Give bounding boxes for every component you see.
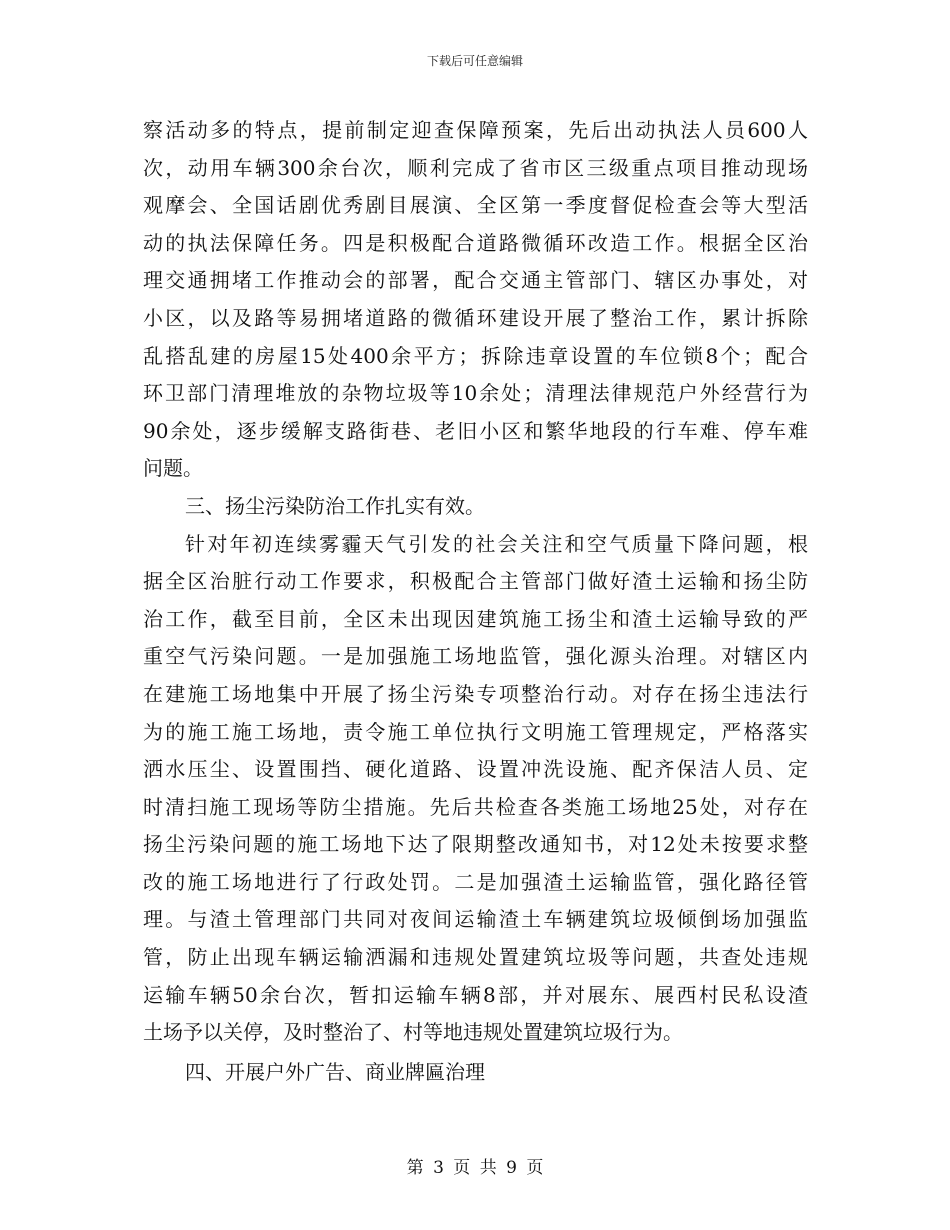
paragraph-line: 运输车辆50余台次，暂扣运输车辆8部，并对展东、展西村民私设渣 — [143, 982, 808, 1007]
paragraph-line: 问题。 — [143, 456, 203, 481]
document-body — [143, 112, 808, 1091]
paragraph-line: 观摩会、全国话剧优秀剧目展演、全区第一季度督促检查会等大型活 — [143, 193, 808, 218]
paragraph-line: 洒水压尘、设置围挡、硬化道路、设置冲洗设施、配齐保洁人员、定 — [143, 757, 808, 782]
section-heading: 三、扬尘污染防治工作扎实有效。 — [185, 493, 485, 518]
page-header: 下载后可任意编辑 — [426, 54, 523, 68]
paragraph-line: 针对年初连续雾霾天气引发的社会关注和空气质量下降问题，根 — [185, 531, 808, 556]
paragraph-line: 小区，以及路等易拥堵道路的微循环建设开展了整治工作，累计拆除 — [143, 305, 808, 330]
paragraph-line: 管，防止出现车辆运输洒漏和违规处置建筑垃圾等问题，共查处违规 — [143, 945, 808, 970]
paragraph-line: 时清扫施工现场等防尘措施。先后共检查各类施工场地25处，对存在 — [143, 794, 808, 819]
paragraph-line: 为的施工施工场地，责令施工单位执行文明施工管理规定，严格落实 — [143, 719, 808, 744]
paragraph-line: 理。与渣土管理部门共同对夜间运输渣土车辆建筑垃圾倾倒场加强监 — [143, 907, 808, 932]
paragraph-line: 90余处，逐步缓解支路街巷、老旧小区和繁华地段的行车难、停车难 — [143, 418, 808, 443]
section-heading: 四、开展户外广告、商业牌匾治理 — [185, 1059, 485, 1084]
paragraph-line: 扬尘污染问题的施工场地下达了限期整改通知书，对12处未按要求整 — [143, 832, 808, 857]
paragraph-line: 理交通拥堵工作推动会的部署，配合交通主管部门、辖区办事处，对 — [143, 268, 808, 293]
page-number-footer: 第 3 页 共 9 页 — [406, 1158, 544, 1178]
paragraph-line: 据全区治脏行动工作要求，积极配合主管部门做好渣土运输和扬尘防 — [143, 569, 808, 594]
paragraph-line: 治工作，截至目前，全区未出现因建筑施工扬尘和渣土运输导致的严 — [143, 606, 808, 631]
paragraph-line: 在建施工场地集中开展了扬尘污染专项整治行动。对存在扬尘违法行 — [143, 681, 808, 706]
paragraph-line: 土场予以关停，及时整治了、村等地违规处置建筑垃圾行为。 — [143, 1020, 683, 1045]
paragraph-line: 改的施工场地进行了行政处罚。二是加强渣土运输监管，强化路径管 — [143, 869, 808, 894]
paragraph-line: 察活动多的特点，提前制定迎查保障预案，先后出动执法人员600人 — [143, 118, 808, 142]
paragraph-line: 动的执法保障任务。四是积极配合道路微循环改造工作。根据全区治 — [143, 230, 808, 255]
paragraph-line: 环卫部门清理堆放的杂物垃圾等10余处；清理法律规范户外经营行为 — [143, 381, 808, 406]
paragraph-line: 次，动用车辆300余台次，顺利完成了省市区三级重点项目推动现场 — [143, 155, 808, 180]
paragraph-line: 重空气污染问题。一是加强施工场地监管，强化源头治理。对辖区内 — [143, 644, 808, 669]
paragraph-line: 乱搭乱建的房屋15处400余平方；拆除违章设置的车位锁8个；配合 — [143, 343, 808, 368]
